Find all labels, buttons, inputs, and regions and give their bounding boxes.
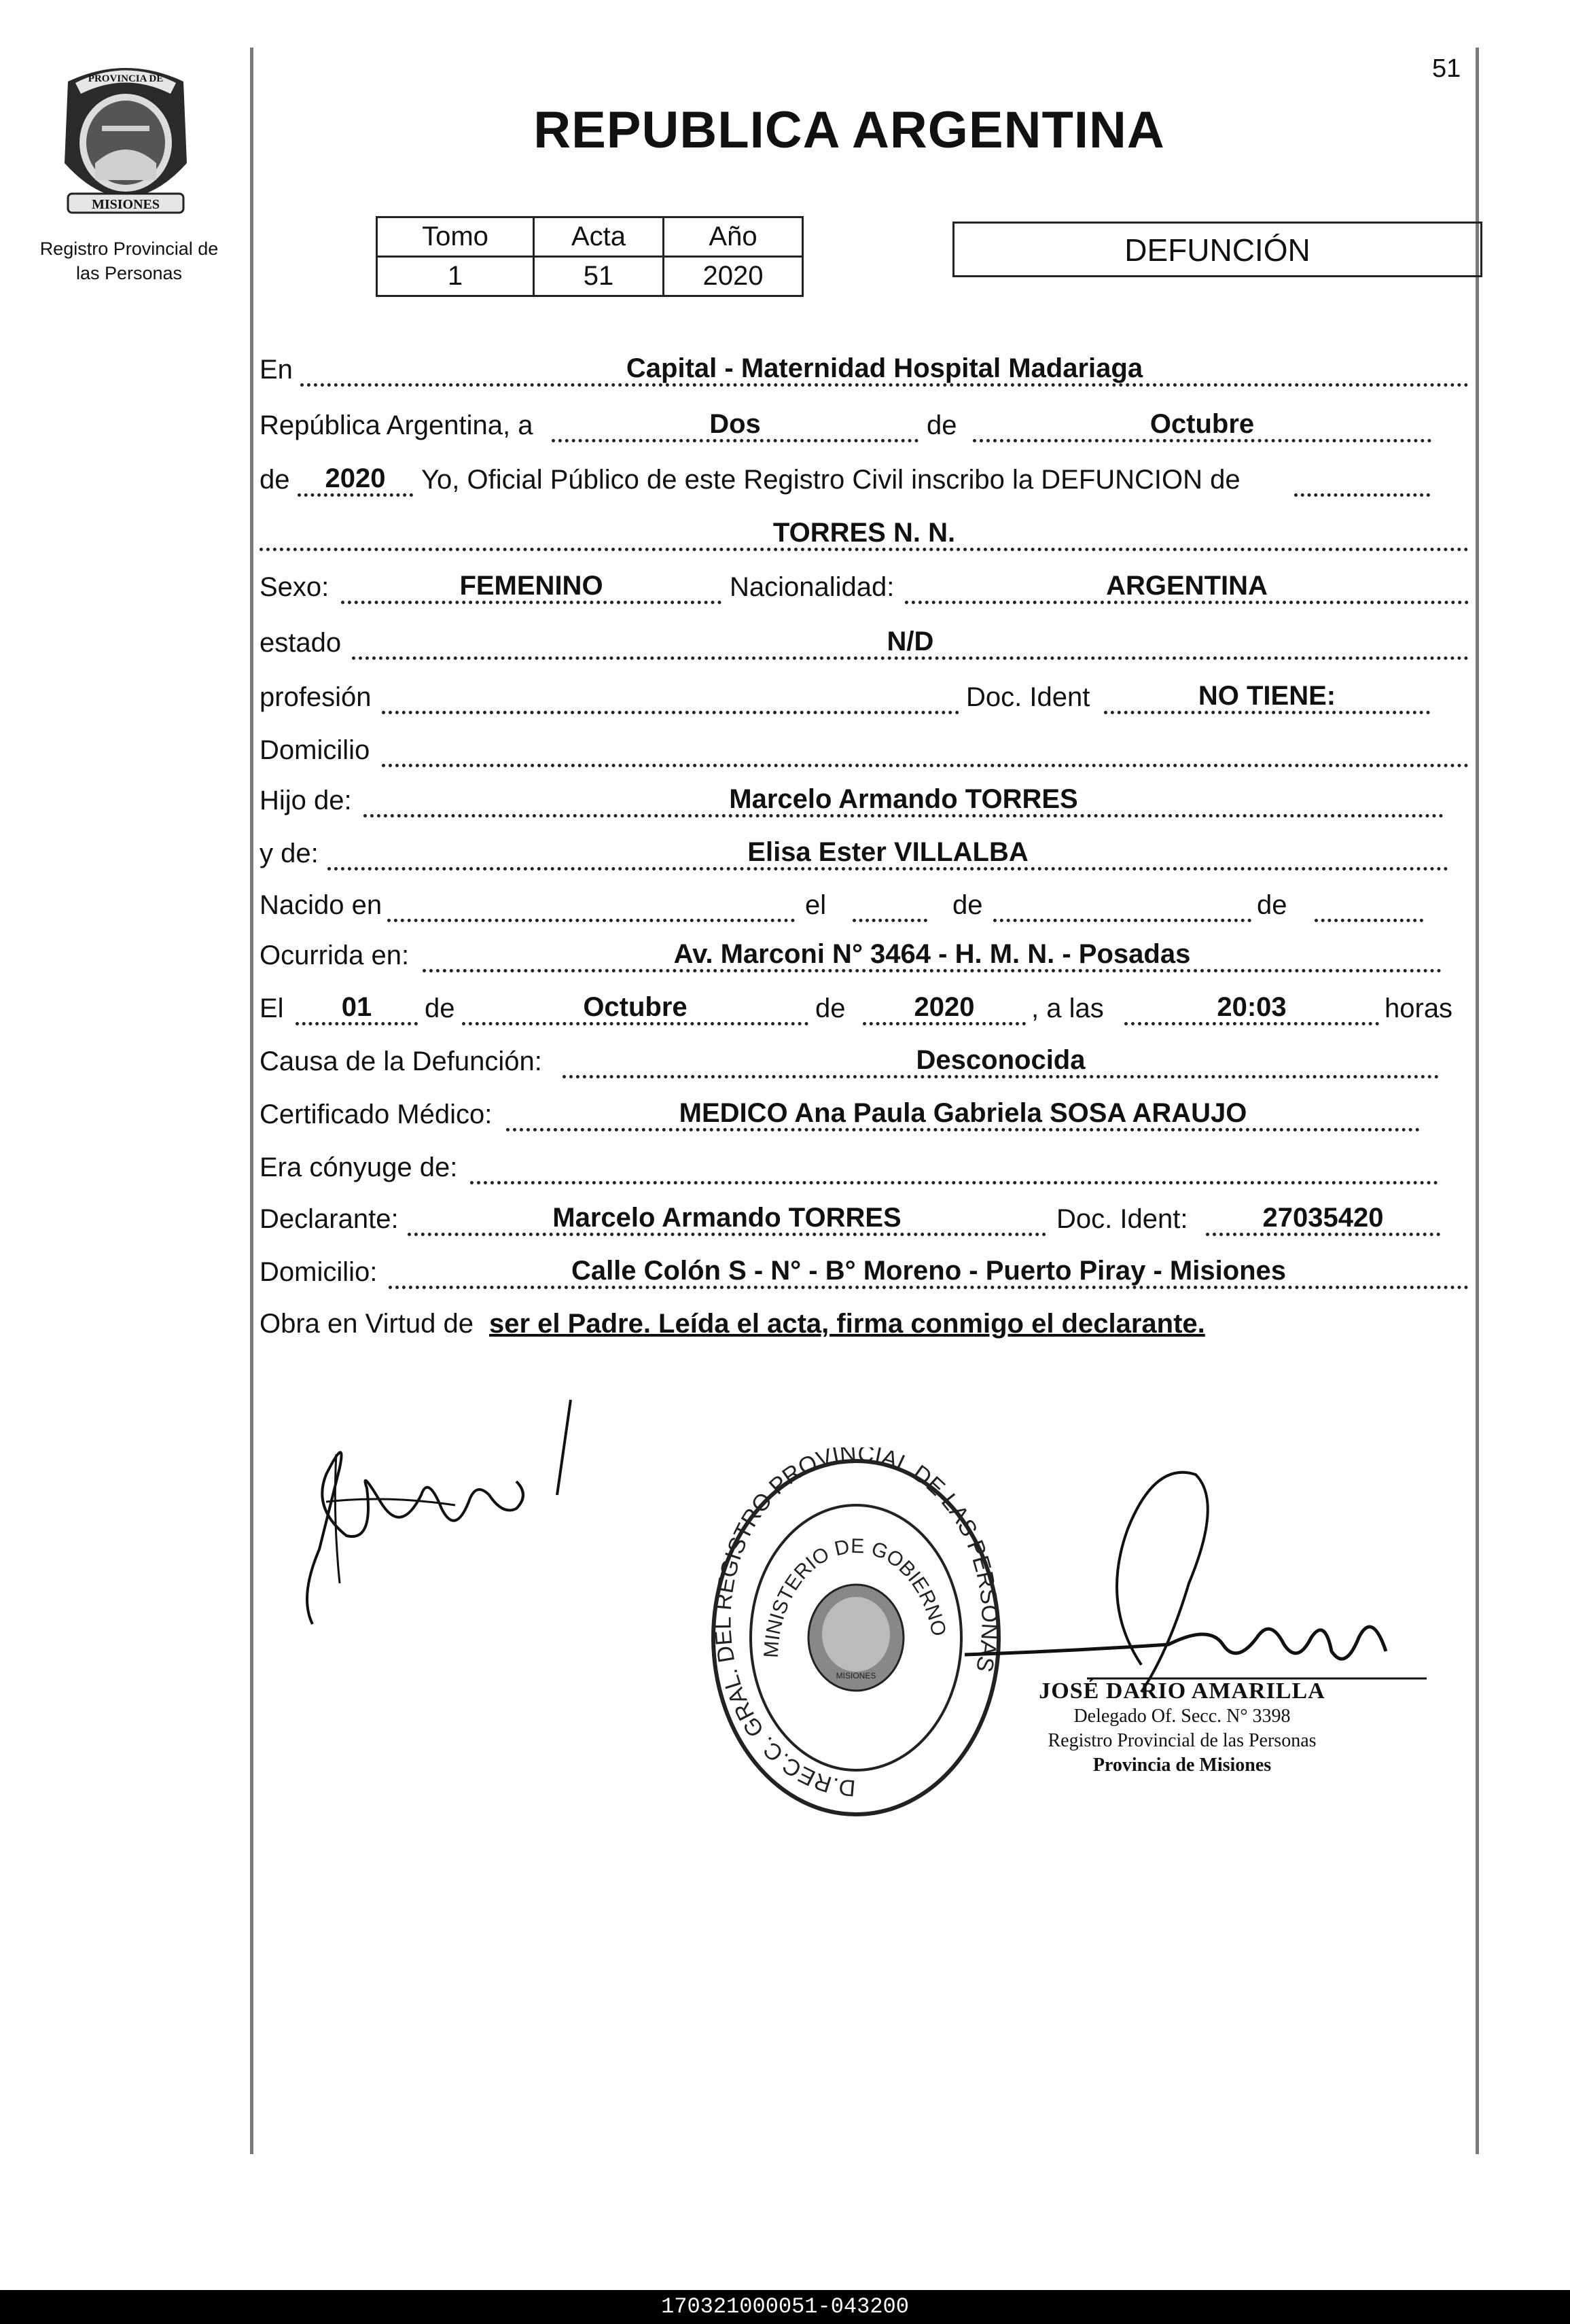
page-number: 51 (1432, 54, 1461, 83)
yde-label: y de: (260, 839, 319, 868)
doc-ident-field: NO TIENE: (1104, 681, 1430, 714)
de-label-1: de (927, 410, 957, 440)
signatory-office: Registro Provincial de las Personas (1048, 1730, 1317, 1751)
stamp-outer-text: D.REC.C. GRAL. DEL REGISTRO PROVINCIAL DE LAS PERSONAS (710, 1447, 1003, 1801)
nacido-el-label: el (805, 890, 827, 920)
signatory-block (1005, 1678, 1359, 1778)
obra-label: Obra en Virtud de (260, 1309, 474, 1339)
registry-label-line2: las Personas (75, 263, 183, 283)
estado-field: N/D (352, 627, 1469, 660)
year-field: 2020 (298, 463, 413, 497)
record-value-ano: 2020 (664, 257, 803, 296)
estado-label: estado (260, 628, 342, 658)
causa-field: Desconocida (563, 1045, 1439, 1078)
stamp-inner-text: MINISTERIO DE GOBIERNO (760, 1534, 950, 1659)
republica-label: República Argentina, a (260, 410, 533, 440)
province-emblem (54, 61, 197, 217)
nacido-place-field (387, 889, 795, 922)
nacido-label: Nacido en (260, 890, 382, 920)
profesion-field (382, 681, 959, 714)
record-table (376, 216, 804, 297)
sexo-field: FEMENINO (341, 571, 721, 604)
record-value-tomo: 1 (377, 257, 534, 296)
profesion-label: profesión (260, 682, 372, 712)
nacionalidad-field: ARGENTINA (905, 571, 1469, 604)
day-field: Dos (552, 409, 918, 442)
domicilio-label: Domicilio (260, 735, 370, 765)
nacido-day-field (853, 889, 927, 922)
record-value-acta: 51 (534, 257, 664, 296)
en-field: Capital - Maternidad Hospital Madariaga (300, 353, 1469, 387)
causa-label: Causa de la Defunción: (260, 1046, 542, 1076)
declarante-field: Marcelo Armando TORRES (408, 1203, 1046, 1236)
nacido-year-field (1315, 889, 1423, 922)
nacionalidad-label: Nacionalidad: (730, 572, 895, 602)
death-year-field: 2020 (863, 992, 1026, 1025)
conyuge-field (470, 1151, 1438, 1184)
domicilio2-label: Domicilio: (260, 1257, 378, 1287)
hijo-field: Marcelo Armando TORRES (363, 784, 1444, 817)
death-day-field: 01 (296, 992, 418, 1025)
record-type-box: DEFUNCIÓN (952, 222, 1482, 277)
nacido-month-field (993, 889, 1251, 922)
left-margin-rule (250, 48, 253, 2154)
declarante-label: Declarante: (260, 1204, 399, 1234)
yde-field: Elisa Ester VILLALBA (327, 837, 1448, 870)
de-label-2: de (260, 465, 290, 495)
en-label: En (260, 355, 293, 385)
month-field: Octubre (973, 409, 1431, 442)
deceased-name-field: TORRES N. N. (260, 518, 1469, 551)
emblem-text-bottom: MISIONES (91, 197, 160, 212)
hijo-label: Hijo de: (260, 786, 352, 815)
right-margin-rule (1476, 48, 1479, 2154)
record-header-ano: Año (664, 217, 803, 257)
declarant-signature (285, 1393, 598, 1651)
footer-code-bar: 170321000051-043200 (0, 2290, 1570, 2324)
death-time-field: 20:03 (1124, 992, 1379, 1025)
page-title: REPUBLICA ARGENTINA (533, 101, 1165, 159)
death-de-label-2: de (815, 993, 846, 1023)
record-header-acta: Acta (534, 217, 664, 257)
nacido-de-label-2: de (1257, 890, 1287, 920)
ocurrida-field: Av. Marconi N° 3464 - H. M. N. - Posadas (423, 939, 1442, 972)
signatory-name: JOSÉ DARIO AMARILLA (1039, 1678, 1325, 1704)
obra-value: ser el Padre. Leída el acta, firma conmigo el declarante. (489, 1309, 1205, 1339)
el-label: El (260, 993, 284, 1023)
oficial-text: Yo, Oficial Público de este Registro Civil inscribo la DEFUNCION de (421, 465, 1241, 495)
death-de-label-1: de (425, 993, 455, 1023)
oficial-blank-field (1294, 463, 1430, 497)
declarante-doc-label: Doc. Ident: (1056, 1204, 1188, 1234)
ocurrida-label: Ocurrida en: (260, 940, 410, 970)
registry-label-line1: Registro Provincial de (39, 239, 219, 259)
doc-ident-label: Doc. Ident (966, 682, 1090, 712)
certificado-label: Certificado Médico: (260, 1099, 493, 1129)
death-month-field: Octubre (462, 992, 808, 1025)
record-header-tomo: Tomo (377, 217, 534, 257)
a-las-label: , a las (1031, 993, 1104, 1023)
stamp-emblem-text: MISIONES (836, 1671, 876, 1680)
conyuge-label: Era cónyuge de: (260, 1152, 458, 1182)
declarante-doc-field: 27035420 (1206, 1203, 1440, 1236)
signatory-role: Delegado Of. Secc. N° 3398 (1073, 1706, 1291, 1727)
nacido-de-label-1: de (952, 890, 983, 920)
domicilio2-field: Calle Colón S - N° - B° Moreno - Puerto Piray - Misiones (389, 1256, 1469, 1289)
registry-label (20, 236, 238, 285)
signatory-province: Provincia de Misiones (1092, 1755, 1272, 1776)
emblem-text-top: PROVINCIA DE (88, 73, 164, 84)
certificado-field: MEDICO Ana Paula Gabriela SOSA ARAUJO (506, 1098, 1420, 1131)
sexo-label: Sexo: (260, 572, 329, 602)
domicilio-field (382, 734, 1469, 767)
horas-label: horas (1385, 993, 1453, 1023)
